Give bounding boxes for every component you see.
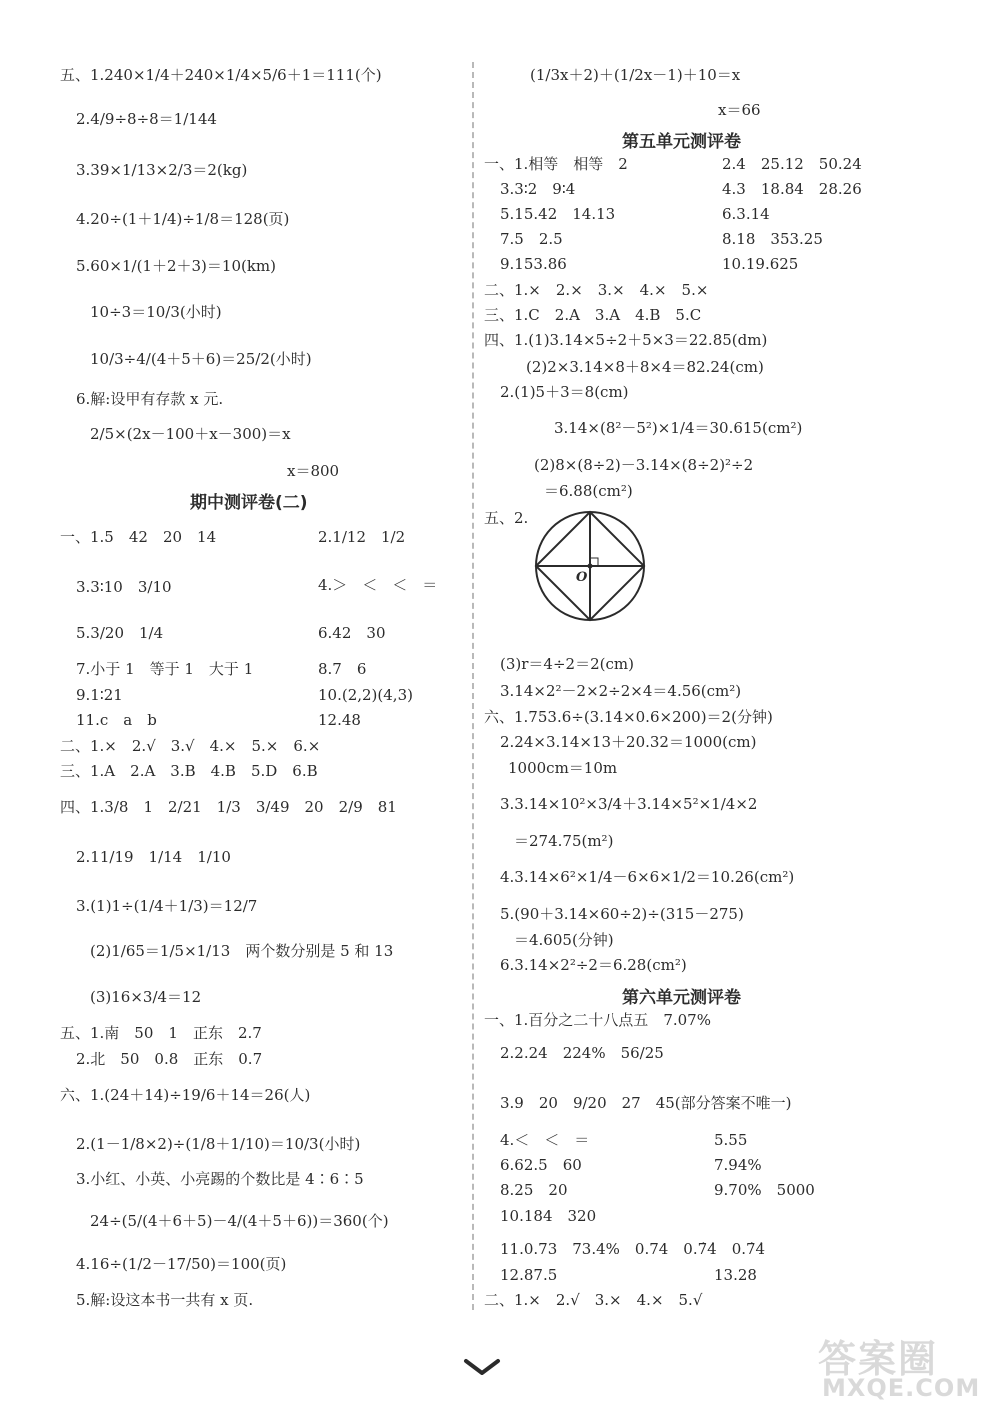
column-divider [472, 62, 475, 1310]
answer-line: 6.3.14×2²÷2＝6.28(cm²) [500, 956, 687, 974]
answer-line: 3.3∶2 9∶4 [500, 180, 576, 198]
answer-line: 二、1.× 2.× 3.× 4.× 5.× [484, 281, 709, 299]
answer-line: 13.28 [714, 1266, 757, 1284]
answer-line: x＝66 [718, 101, 761, 119]
answer-line: 2.4 25.12 50.24 [722, 155, 862, 173]
answer-line: 四、1.(1)3.14×5÷2＋5×3＝22.85(dm) [484, 331, 768, 349]
answer-line: 12.48 [318, 711, 361, 729]
answer-line: 10÷3＝10/3(小时) [90, 303, 222, 321]
answer-line: 2.北 50 0.8 正东 0.7 [76, 1050, 263, 1068]
answer-line: 六、1.753.6÷(3.14×0.6×200)＝2(分钟) [484, 708, 773, 726]
answer-line: 4.3.14×6²×1/4－6×6×1/2＝10.26(cm²) [500, 868, 795, 886]
answer-line: 4.20÷(1＋1/4)÷1/8＝128(页) [76, 210, 290, 228]
answer-line: 10/3÷4/(4＋5＋6)＝25/2(小时) [90, 350, 312, 368]
answer-line: 一、1.百分之二十八点五 7.07% [484, 1011, 711, 1029]
answer-line: 3.(1)1÷(1/4＋1/3)＝12/7 [76, 897, 258, 915]
answer-line: 5.60×1/(1＋2＋3)＝10(km) [76, 257, 277, 275]
answer-line: 7.5 2.5 [500, 230, 563, 248]
answer-line: 5.55 [714, 1131, 748, 1149]
answer-line: 六、1.(24＋14)÷19/6＋14＝26(人) [60, 1086, 311, 1104]
chevron-down-icon [462, 1356, 502, 1378]
answer-line: 7.94% [714, 1156, 762, 1174]
answer-line: 2.1/12 1/2 [318, 528, 406, 546]
center-label: O [576, 570, 588, 585]
answer-line: x＝800 [287, 462, 340, 480]
answer-line: 4.3 18.84 28.26 [722, 180, 862, 198]
answer-line: 6.3.14 [722, 205, 770, 223]
answer-line: 5.3/20 1/4 [76, 624, 164, 642]
answer-line: (2)8×(8÷2)－3.14×(8÷2)²÷2 [534, 456, 754, 474]
answer-line: 3.14×(8²－5²)×1/4＝30.615(cm²) [554, 419, 803, 437]
answer-line: 10.19.625 [722, 255, 799, 273]
answer-line: 8.25 20 [500, 1181, 568, 1199]
answer-line: 6.62.5 60 [500, 1156, 582, 1174]
answer-line: 9.153.86 [500, 255, 567, 273]
answer-line: 五、1.240×1/4＋240×1/4×5/6＋1＝111(个) [60, 66, 382, 84]
section-heading: 第五单元测评卷 [622, 132, 741, 152]
answer-line: ＝4.605(分钟) [514, 931, 614, 949]
answer-line: ＝6.88(cm²) [544, 482, 633, 500]
answer-line: (3)r＝4÷2＝2(cm) [500, 655, 634, 673]
answer-line: 四、1.3/8 1 2/21 1/3 3/49 20 2/9 81 [60, 798, 397, 816]
answer-line: 2.2.24 224% 56/25 [500, 1044, 664, 1062]
answer-line: 3.3.14×10²×3/4＋3.14×5²×1/4×2 [500, 795, 758, 813]
answer-line: 12.87.5 [500, 1266, 558, 1284]
answer-line: 2.11/19 1/14 1/10 [76, 848, 231, 866]
answer-line: 三、1.A 2.A 3.B 4.B 5.D 6.B [60, 762, 318, 780]
answer-line: 五、1.南 50 1 正东 2.7 [60, 1024, 262, 1042]
answer-line: 1000cm＝10m [508, 759, 618, 777]
answer-line: 10.184 320 [500, 1207, 597, 1225]
answer-line: 2.4/9÷8÷8＝1/144 [76, 110, 217, 128]
answer-line: (2)1/65＝1/5×1/13 两个数分别是 5 和 13 [90, 942, 394, 960]
answer-line: 5.15.42 14.13 [500, 205, 616, 223]
answer-line: 2.(1)5＋3＝8(cm) [500, 383, 629, 401]
circle-inscribed-square-figure [534, 506, 646, 630]
answer-line: 7.小于 1 等于 1 大于 1 [76, 660, 254, 678]
answer-line: (2)2×3.14×8＋8×4＝82.24(cm) [526, 358, 764, 376]
answer-line: 6.解:设甲有存款 x 元. [76, 390, 224, 408]
answer-line: 11.c a b [76, 711, 157, 729]
answer-line: 6.42 30 [318, 624, 386, 642]
answer-line: 3.3∶10 3/10 [76, 578, 172, 596]
answer-line: (3)16×3/4＝12 [90, 988, 202, 1006]
answer-line: 5.(90＋3.14×60÷2)÷(315－275) [500, 905, 744, 923]
answer-line: 10.(2,2)(4,3) [318, 686, 413, 704]
answer-line: 9.1∶21 [76, 686, 123, 704]
answer-line: 五、2. [484, 509, 529, 527]
answer-line: 二、1.× 2.√ 3.× 4.× 5.√ [484, 1291, 703, 1309]
answer-line: 4.＜ ＜ ＝ [500, 1131, 590, 1149]
answer-line: 8.18 353.25 [722, 230, 823, 248]
answer-line: 8.7 6 [318, 660, 367, 678]
center-point [588, 564, 593, 569]
answer-line: 5.解:设这本书一共有 x 页. [76, 1291, 254, 1309]
section-heading: 期中测评卷(二) [190, 493, 308, 513]
answer-line: 24÷(5/(4＋6＋5)－4/(4＋5＋6))＝360(个) [90, 1212, 389, 1230]
answer-line: 2.(1－1/8×2)÷(1/8＋1/10)＝10/3(小时) [76, 1135, 361, 1153]
answer-line: ＝274.75(m²) [514, 832, 614, 850]
section-heading: 第六单元测评卷 [622, 988, 741, 1008]
answer-line: 3.39×1/13×2/3＝2(kg) [76, 161, 248, 179]
answer-line: 4.16÷(1/2－17/50)＝100(页) [76, 1255, 287, 1273]
answer-line: 3.14×2²－2×2÷2×4＝4.56(cm²) [500, 682, 742, 700]
watermark-logo: 答案圈 [818, 1337, 939, 1381]
answer-line: 2.24×3.14×13＋20.32＝1000(cm) [500, 733, 757, 751]
answer-line: 2/5×(2x－100＋x－300)＝x [90, 425, 291, 443]
answer-line: 9.70% 5000 [714, 1181, 815, 1199]
answer-line: 3.9 20 9/20 27 45(部分答案不唯一) [500, 1094, 792, 1112]
answer-line: 4.＞ ＜ ＜ ＝ [318, 576, 438, 594]
answer-line: 一、1.5 42 20 14 [60, 528, 217, 546]
answer-line: 三、1.C 2.A 3.A 4.B 5.C [484, 306, 702, 324]
answer-line: 二、1.× 2.√ 3.√ 4.× 5.× 6.× [60, 737, 321, 755]
answer-line: 3.小红、小英、小亮踢的个数比是 4∶6∶5 [76, 1170, 364, 1188]
watermark-url: MXQE.COM [822, 1374, 981, 1402]
answer-line: 一、1.相等 相等 2 [484, 155, 628, 173]
answer-line: 11.0.73 73.4% 0.74 0.7̇4̇ 0.7̇4̇ [500, 1240, 766, 1258]
answer-line: (1/3x＋2)＋(1/2x－1)＋10＝x [530, 66, 741, 84]
